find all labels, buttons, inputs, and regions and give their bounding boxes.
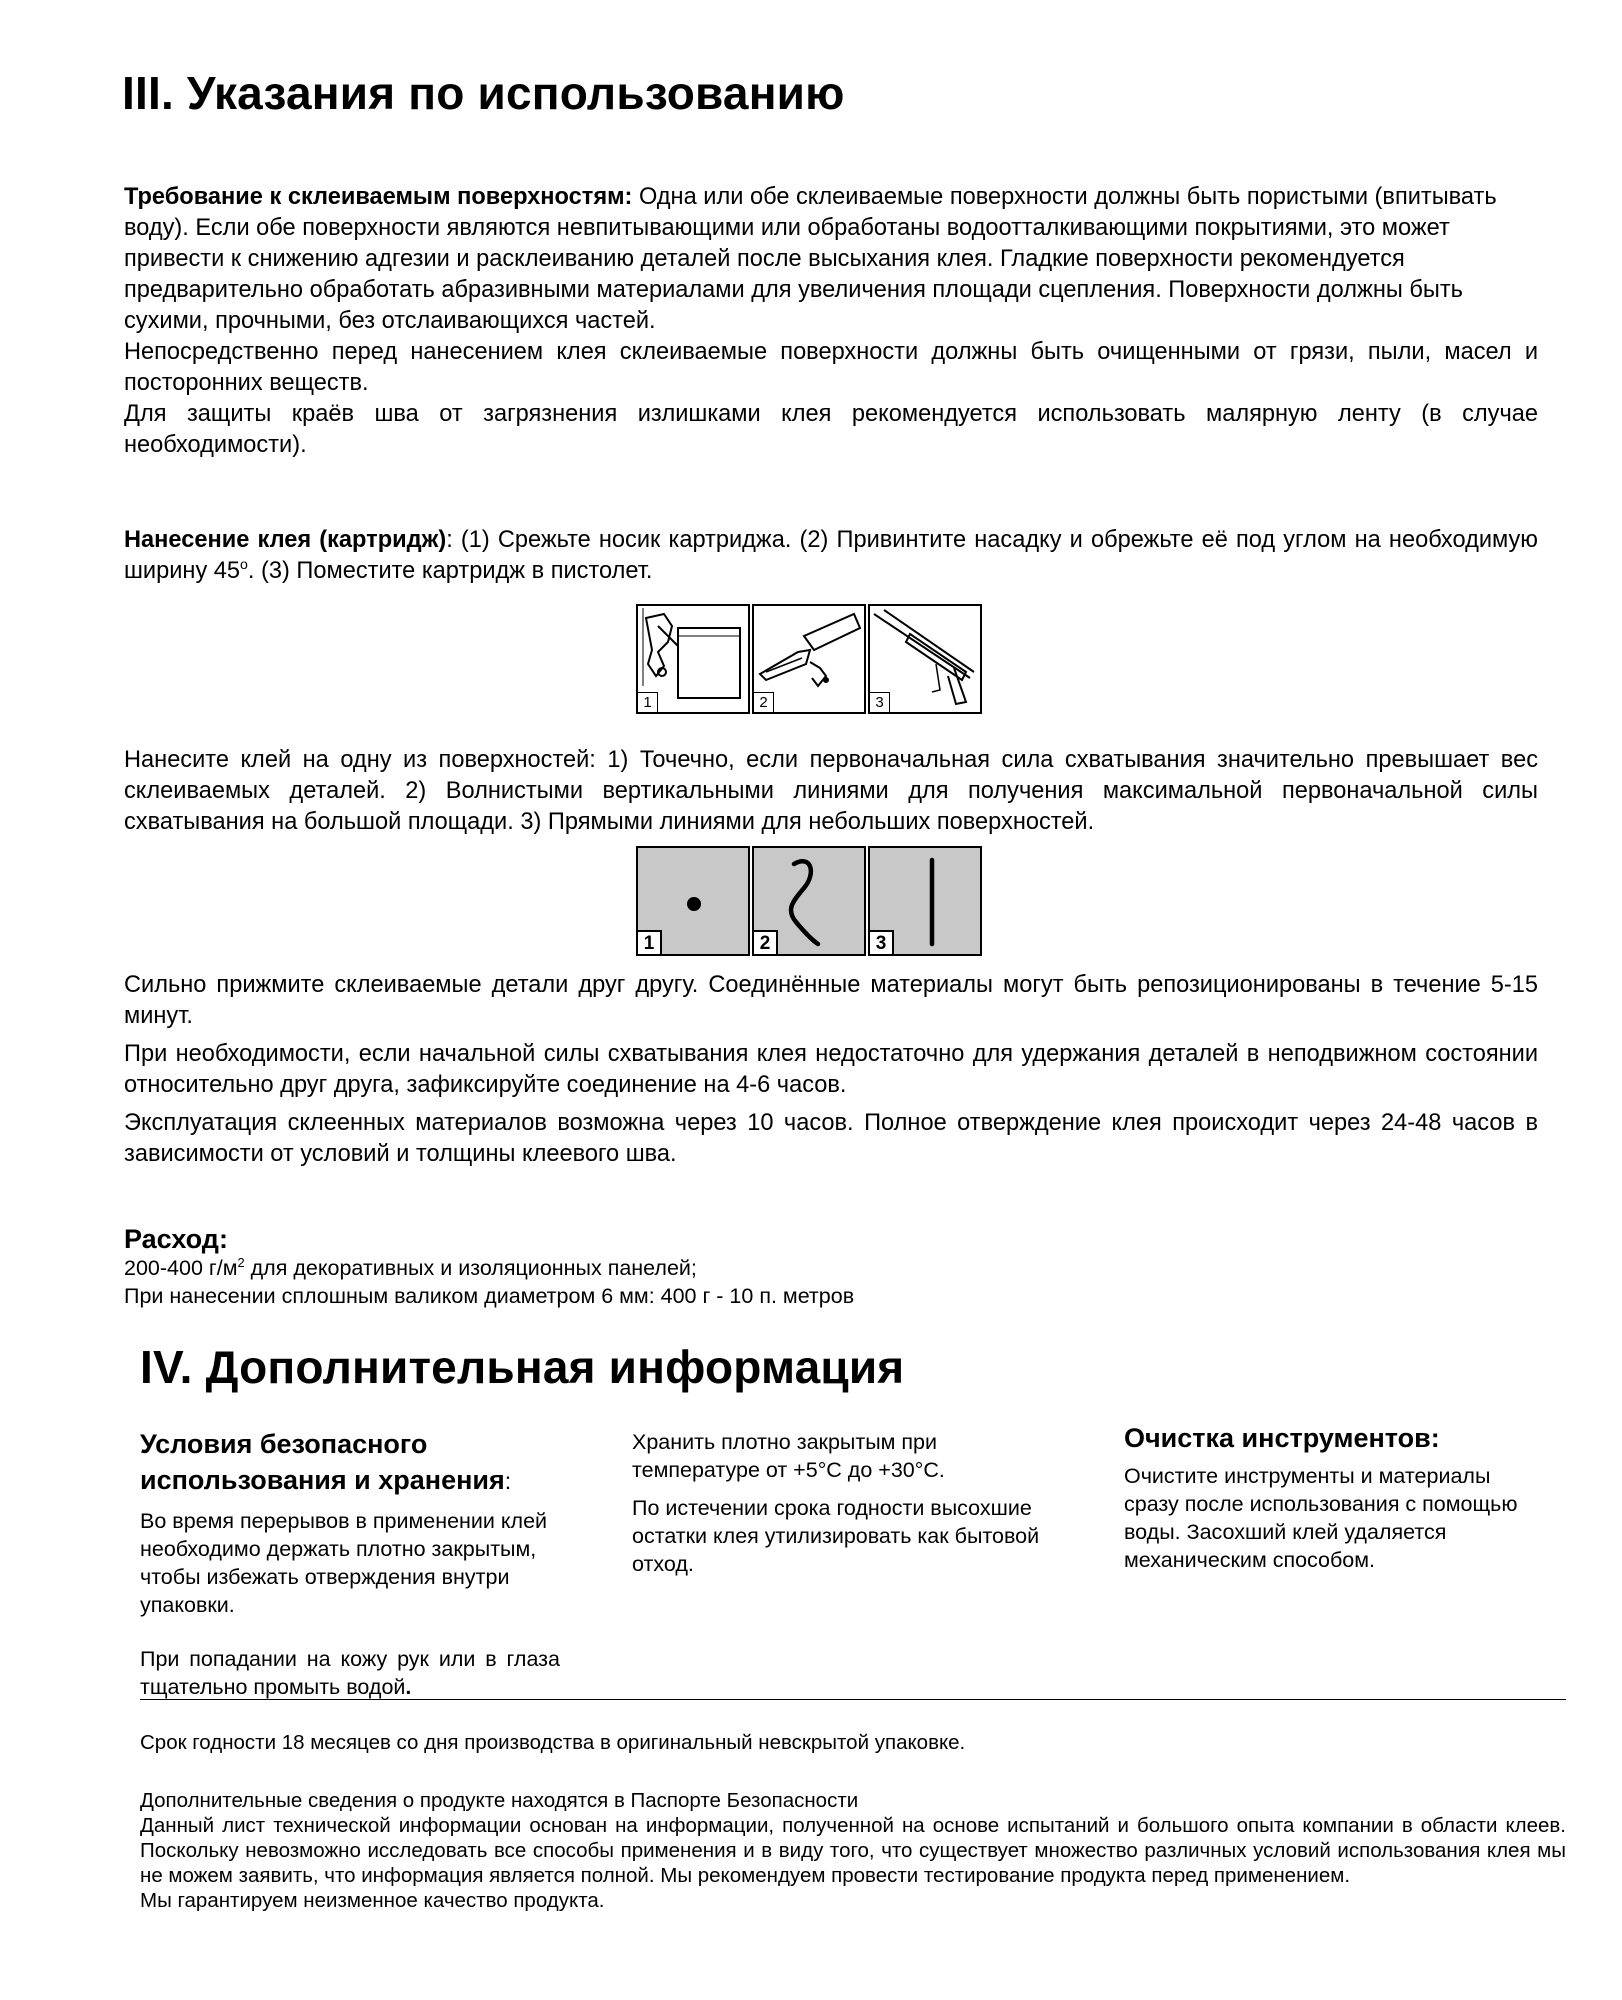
skin-text-end: . <box>405 1675 412 1699</box>
wave-pattern-figure <box>752 846 866 956</box>
safety-colon: : <box>504 1468 512 1494</box>
clean-text: Непосредственно перед нанесением клея склеиваемые поверхности должны быть очищенными от грязи, пыли, масел и посторонних веществ. <box>124 339 1538 396</box>
dot-pattern-figure <box>636 846 750 956</box>
disclaimer: Данный лист технической информации основан на информации, полученной на основе испытаний и большого опыта компании в области клеев. Поскольку невозможно исследовать все способы применения и в виду того, что существует множество различных условий использования клея мы не можем заявить, что информация является полной. Мы рекомендуем провести тестирование продукта перед применением. <box>140 1814 1566 1887</box>
safety-title: Условия безопасного использования и хранения <box>140 1429 505 1495</box>
cleaning-text: Очистите инструменты и материалы сразу после использования с помощью воды. Засохший клей удаляется механическим способом. <box>1124 1464 1518 1572</box>
cartridge-instructions <box>124 525 1538 587</box>
cleaning-title: Очистка инструментов: <box>1124 1423 1440 1453</box>
storage-text: Хранить плотно закрытым при температуре от +5°C до +30°C. <box>632 1430 945 1482</box>
tape-text: Для защиты краёв шва от загрязнения излишками клея рекомендуется использовать малярную ленту (в случае необходимости). <box>124 401 1538 458</box>
skin-text: При попадании на кожу рук или в глаза тщательно промыть водой <box>140 1647 560 1699</box>
cartridge-label: Нанесение клея (картридж) <box>124 527 447 553</box>
consumption-rates <box>124 1254 1424 1310</box>
fix-text: При необходимости, если начальной силы схватывания клея недостаточно для удержания деталей в неподвижном состоянии относительно друг друга, зафиксируйте соединение на 4-6 часов. <box>124 1041 1538 1098</box>
disposal-text: По истечении срока годности высохшие остатки клея утилизировать как бытовой отход. <box>632 1496 1040 1576</box>
apply-instructions: Нанесите клей на одну из поверхностей: 1) Точечно, если первоначальная сила схватывания значительно превышает вес склеиваемых деталей. 2) Волнистыми вертикальными линиями для получения максимальной первоначальной силы схватывания на большой площади. 3) Прямыми линиями для небольших поверхностей. <box>124 747 1538 835</box>
footer-notes <box>140 1788 1566 1913</box>
cut-nozzle-figure <box>636 604 750 714</box>
straight-pattern-figure <box>868 846 982 956</box>
consumption-line1-rest: для декоративных и изоляционных панелей; <box>244 1256 697 1280</box>
use-text: Эксплуатация склеенных материалов возможна через 10 часов. Полное отверждение клея происходит через 24-48 часов в зависимости от условий и толщины клеевого шва. <box>124 1110 1538 1167</box>
figure-number: 3 <box>870 692 890 712</box>
figure-number: 3 <box>870 930 894 954</box>
section-title: IV. Дополнительная информация <box>140 1341 905 1393</box>
figure-number: 2 <box>754 930 778 954</box>
degree-mark: о <box>240 557 248 574</box>
consumption-title: Расход: <box>124 1224 228 1254</box>
cartridge-text-1: : (1) Срежьте носик картриджа. (2) Привинтите насадку и обрежьте её под углом на необходимую ширину 45 <box>124 527 1538 584</box>
divider <box>140 1699 1566 1700</box>
section-title: III. Указания по использованию <box>122 67 845 119</box>
consumption-line1: 200-400 г/м <box>124 1256 238 1280</box>
safety-text: Во время перерывов в применении клей необходимо держать плотно закрытым, чтобы избежать отверждения внутри упаковки. <box>140 1509 548 1617</box>
shelf-life: Срок годности 18 месяцев со дня производства в оригинальный невскрытой упаковке. <box>140 1731 966 1754</box>
surface-text: Одна или обе склеиваемые поверхности должны быть пористыми (впитывать воду). Если обе поверхности являются невпитывающими или обработаны водоотталкивающими покрытиями, это может привести к снижению адгезии и расклеиванию деталей после высыхания клея. Гладкие поверхности рекомендуется предварительно обработать абразивными материалами для увеличения площади сцепления. Поверхности должны быть сухими, прочными, без отслаивающихся частей. <box>124 184 1497 334</box>
cleaning-column <box>1124 1420 1524 1574</box>
cartridge-text-2: . (3) Поместите картридж в пистолет. <box>247 558 653 584</box>
sds-note: Дополнительные сведения о продукте находятся в Паспорте Безопасности <box>140 1789 859 1812</box>
consumption-line2: При нанесении сплошным валиком диаметром 6 мм: 400 г - 10 п. метров <box>124 1284 855 1308</box>
surface-requirements <box>124 182 1538 461</box>
storage-column <box>632 1428 1052 1578</box>
insert-gun-figure <box>868 604 982 714</box>
figure-number: 1 <box>638 692 658 712</box>
skin-contact-text <box>140 1645 560 1701</box>
figure-number: 2 <box>754 692 774 712</box>
press-instructions <box>124 970 1538 1170</box>
press-text: Сильно прижмите склеиваемые детали друг другу. Соединённые материалы могут быть репозиционированы в течение 5-15 минут. <box>124 972 1538 1029</box>
square-mark: 2 <box>237 1254 245 1270</box>
guarantee: Мы гарантируем неизменное качество продукта. <box>140 1889 605 1912</box>
surface-label: Требование к склеиваемым поверхностям: <box>124 184 633 210</box>
safety-column <box>140 1426 560 1701</box>
figure-number: 1 <box>638 930 662 954</box>
attach-nozzle-figure <box>752 604 866 714</box>
